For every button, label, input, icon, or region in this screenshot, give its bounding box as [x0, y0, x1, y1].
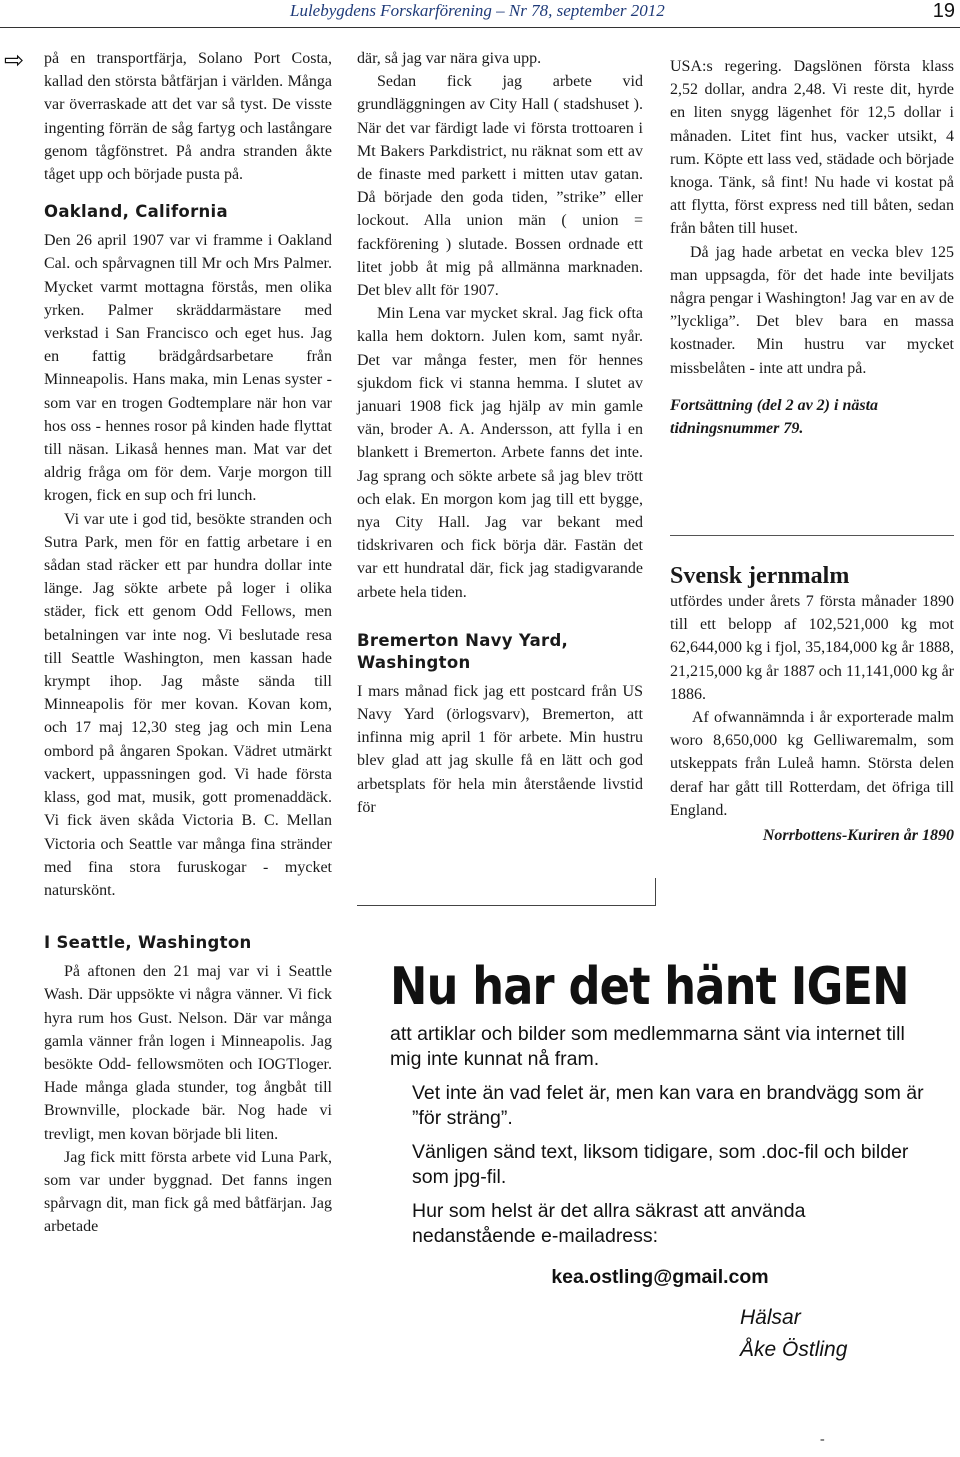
paragraph: på en transportfärja, Solano Port Costa, kallad den största båtfärjan i världen. Många var överraskade att det var så tyst. De visste ingenting förrän de såg fartyg och lastångare genom tågfönstret. På andra stranden åkte tåget upp och började pusta på.	[44, 50, 332, 184]
notice-paragraph: att artiklar och bilder som medlemmarna sänt via internet till mig inte kunnat nå fram.	[390, 1023, 905, 1070]
paragraph: Den 26 april 1907 var vi framme i Oakland Cal. och spårvagnen till Mr och Mrs Palmer. Mycket varmt mottagna förstås, men olika yrken. Palmer skräddarmästare med verkstad i San Francisco och eget hus. Jag en fattig brädgårdsarbetare från Minneapolis. Hans maka, min Lenas syster - som var en trogen Godtemplare när hon var hos oss - hennes rosor på kinden hade flyttat till näsan. Likaså hennes man. Mat var det aldrig fråga om för dem. Varje morgon till krogen, fick en sup och fri lunch.	[44, 232, 332, 505]
notice-paragraph: Hur som helst är det allra säkrast att använda nedanstående e-mailadress:	[412, 1200, 806, 1247]
box-border	[357, 905, 655, 906]
sidebar-article	[670, 590, 954, 847]
section-heading-bremerton: Bremerton Navy Yard, Washington	[357, 630, 569, 672]
article-column-1	[44, 47, 332, 1239]
paragraph: I mars månad fick jag ett postcard från US Navy Yard (örlogsvarv), Bremerton, att infinna mig april 1 för arbete. Min hustru blev glad att jag skulle få en lätt och god arbetsplats för hela min återstående livstid för	[357, 682, 643, 816]
paragraph: Sedan fick jag arbete vid grundläggningen av City Hall ( stadshuset ). När det var färdigt lade vi första trottoaren i Mt Bakers Parkdistrict, nu räknat som ett av de finaste med parkett i mitten utav gatan. Då började den goda tiden, ”strike” eller lockout. Alla union män ( union = fackförening ) slutade. Bossen ordnade ett litet jobb åt mig på allmänna marknaden. Det blev allt för 1907.	[357, 73, 643, 300]
paragraph: Min Lena var mycket skral. Jag fick ofta kalla hem doktorn. Julen kom, samt nyår. Det var många fester, men för hennes sjukdom fick vi stanna hemma. I slutet av januari 1908 fick jag hjälp av min gamle vän, broder A. A. Andersson, att fylla i en blankett i Bremerton. Arbete fanns det inte. Jag sprang och sökte arbete så jag blev trött och elak. En morgon kom jag till ett bygge, nya City Hall. Jag var bekant med tidskrivaren och fick börja där. Fastän det var ett hundratal där, fick jag stadigvarande arbete hela tiden.	[357, 305, 643, 601]
paragraph: Då jag hade arbetat en vecka blev 125 man uppsagda, för det hade inte beviljats några pengar i Washington! Jag var en av de ”lyckliga”. Det blev bara en massa kostnader. Min hustru var mycket missbelåten - inte att undra på.	[670, 243, 954, 377]
notice-paragraph: Vänligen sänd text, liksom tidigare, som .doc-fil och bilder som jpg-fil.	[412, 1141, 909, 1188]
section-heading-oakland: Oakland, California	[44, 202, 228, 222]
notice-paragraph: Vet inte än vad felet är, men kan vara en brandvägg som är ”för sträng”.	[412, 1082, 924, 1129]
footer-mark: -	[820, 1432, 825, 1447]
page-header	[0, 0, 960, 30]
paragraph: USA:s regering. Dagslönen första klass 2,52 dollar, andra 2,48. Vi reste dit, hyrde en liten snygg lägenhet för 12,5 dollar i månaden. Litet fint hus, vacker utsikt, 4 rum. Köpte ett lass ved, städade och började knoga. Tänk, så fint! Nu hade vi kostat på att flytta, först express ned till båten, sedan från båten till huset.	[670, 58, 954, 238]
paragraph: Vi var ute i god tid, besökte stranden och Sutra Park, men för en fattig arbetare i en sådan stad räcker ett par hundra dollar inte länge. Jag sökte arbete på loger i olika städer, fick ett genom Odd Fellows, men betalningen var inte nog. Vi beslutade resa till Seattle Washington, men kassan hade krympt ihop. Jag måste sända till Minneapolis för mer kovan. Kovan kom, och 17 maj 12,30 steg jag och min Lena ombord på ångaren Spokan. Vädret utmärkt vackert, uppassningen god. Vi hade första klass, god mat, musik, gott promenaddäck. Vi fick även skåda Victoria B. C. Mellan Victoria och Seattle var många fina stränder med fina stora furuskogar - mycket naturskönt.	[44, 510, 332, 899]
notice-box	[390, 958, 930, 1366]
paragraph: På aftonen den 21 maj var vi i Seattle Wash. Där uppsökte vi några vänner. Vi fick hyra rum hos Gust. Nelson. Där var många gamla vänner från logen i Minneapolis. Jag besökte Odd- fellowsmöten och IOGTloger. Hade många glada stunder, tog ångbåt till Brownville, plockade bär. Nog hade vi trevligt, men kovan började bli liten.	[44, 963, 332, 1143]
box-border	[655, 878, 656, 906]
page-number: 19	[932, 0, 955, 22]
right-arrow-icon: ⇨	[4, 46, 25, 74]
notice-headline: Nu har det hänt IGEN	[390, 957, 909, 1017]
paragraph: utfördes under årets 7 första månader 1890 till ett belopp af 102,521,000 kg mot 62,644,000 kg i fjol, 35,184,000 kg år 1888, 21,215,000 kg år 1887 och 11,141,000 kg år 1886.	[670, 593, 954, 703]
paragraph: Af ofwannämnda i år exporterade malm woro 8,650,000 kg Gelliwaremalm, som utskeppats från Luleå hamn. Största delen deraf har gått till Rotterdam, det öfriga till England.	[670, 709, 954, 819]
article-column-3	[670, 55, 954, 440]
greeting: Hälsar	[740, 1306, 801, 1329]
sidebar-title: Svensk jernmalm	[670, 563, 850, 589]
divider	[670, 535, 954, 536]
sidebar-source: Norrbottens-Kuriren år 1890	[762, 827, 954, 845]
paragraph: där, så jag var nära giva upp.	[357, 50, 542, 67]
section-heading-seattle: I Seattle, Washington	[44, 933, 252, 953]
paragraph: Jag fick mitt första arbete vid Luna Park, som var under byggnad. Det fanns ingen spårvagn dit, man fick gå med båtfärjan. Jag arbetade	[44, 1148, 332, 1236]
email-address: kea.ostling@gmail.com	[551, 1266, 769, 1288]
header-rule	[0, 27, 960, 28]
publication-title: Lulebygdens Forskarförening – Nr 78, september 2012	[290, 1, 665, 20]
article-column-2	[357, 47, 643, 819]
continuation-note: Fortsättning (del 2 av 2) i nästa tidningsnummer 79.	[670, 396, 879, 438]
signature: Åke Östling	[740, 1338, 848, 1361]
